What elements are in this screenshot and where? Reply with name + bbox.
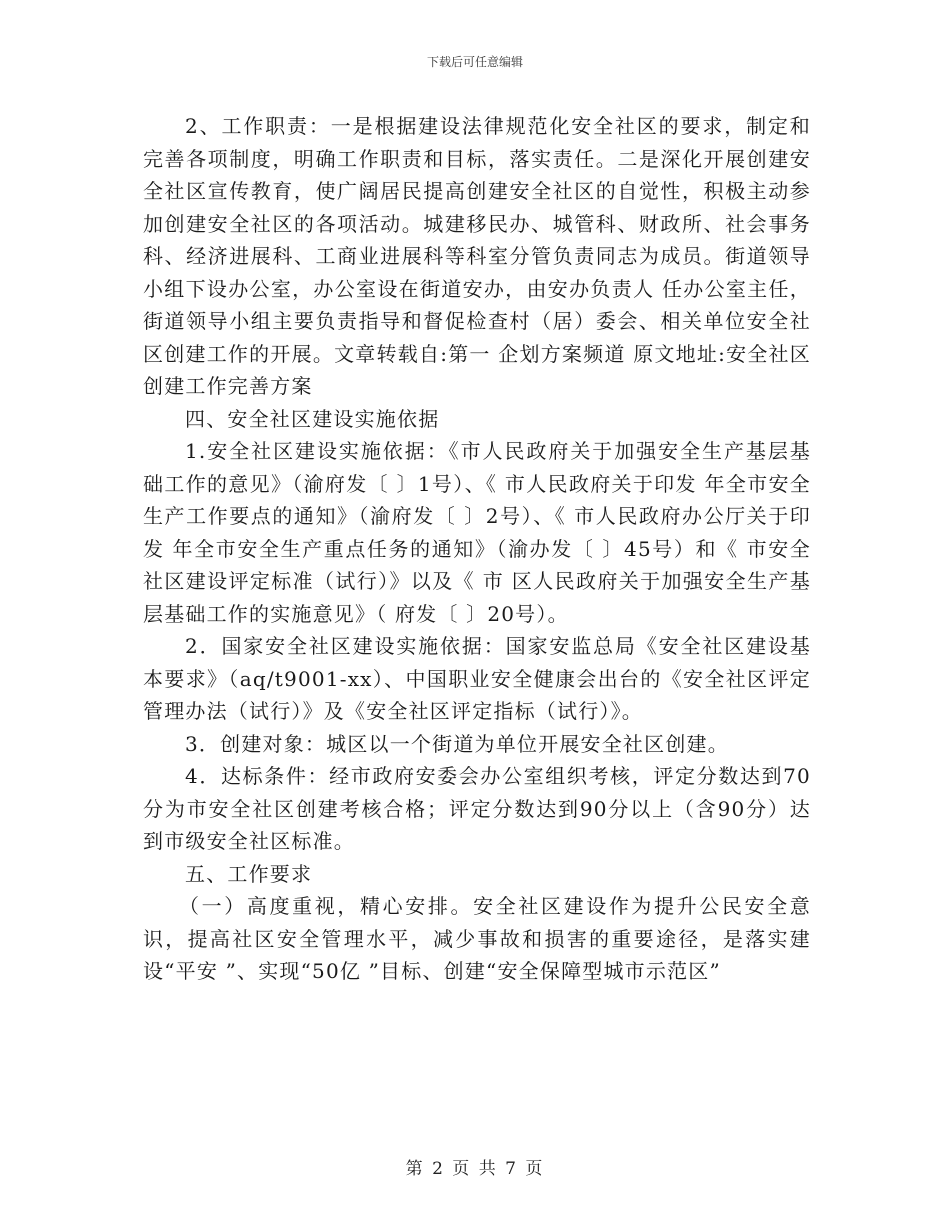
paragraph-basis-2: 2．国家安全社区建设实施依据：国家安监总局《安全社区建设基本要求》（aq/t9001-xx）、中国职业安全健康会出台的《安全社区评定管理办法（试行）》及《安全社区评定指标（试行）》。 — [143, 634, 811, 723]
paragraph-basis-1: 1.安全社区建设实施依据：《市人民政府关于加强安全生产基层基础工作的意见》（渝府发〔 〕1号）、《 市人民政府关于印发 年全市安全生产工作要点的通知》（渝府发〔 〕2号）、《 市人民政府办公厅关于印发 年全市安全生产重点任务的通知》（渝办发〔 〕45号）和《 市安全社区建设评定标准（试行）》以及《 市 区人民政府关于加强安全生产基层基础工作的实施意见》（ 府发〔 〕20号）。 — [143, 439, 811, 626]
page-number: 第 2 页 共 7 页 — [405, 1159, 545, 1179]
paragraph-creation-target: 3．创建对象：城区以一个街道为单位开展安全社区创建。 — [185, 731, 729, 756]
document-body — [143, 110, 811, 988]
section-heading-work-requirements: 五、工作要求 — [185, 861, 313, 886]
section-heading-implementation-basis: 四、安全社区建设实施依据 — [185, 406, 440, 431]
paragraph-requirement-1: （一）高度重视，精心安排。安全社区建设作为提升公民安全意识，提高社区安全管理水平，减少事故和损害的重要途径，是落实建设“平安 ”、实现“50亿 ”目标、创建“安全保障型城市示范区” — [143, 894, 811, 983]
paragraph-standard-conditions: 4．达标条件：经市政府安委会办公室组织考核，评定分数达到70分为市安全社区创建考核合格；评定分数达到90分以上（含90分）达到市级安全社区标准。 — [143, 764, 811, 853]
paragraph-work-duties: 2、工作职责：一是根据建设法律规范化安全社区的要求，制定和完善各项制度，明确工作职责和目标，落实责任。二是深化开展创建安全社区宣传教育，使广阔居民提高创建安全社区的自觉性，积极主动参加创建安全社区的各项活动。城建移民办、城管科、财政所、社会事务科、经济进展科、工商业进展科等科室分管负责同志为成员。街道领导小组下设办公室，办公室设在街道安办，由安办负责人 任办公室主任，街道领导小组主要负责指导和督促检查村（居）委会、相关单位安全社区创建工作的开展。文章转载自:第一 企划方案频道 原文地址:安全社区创建工作完善方案 — [143, 114, 811, 398]
page-header: 下载后可任意编辑 — [426, 55, 523, 69]
